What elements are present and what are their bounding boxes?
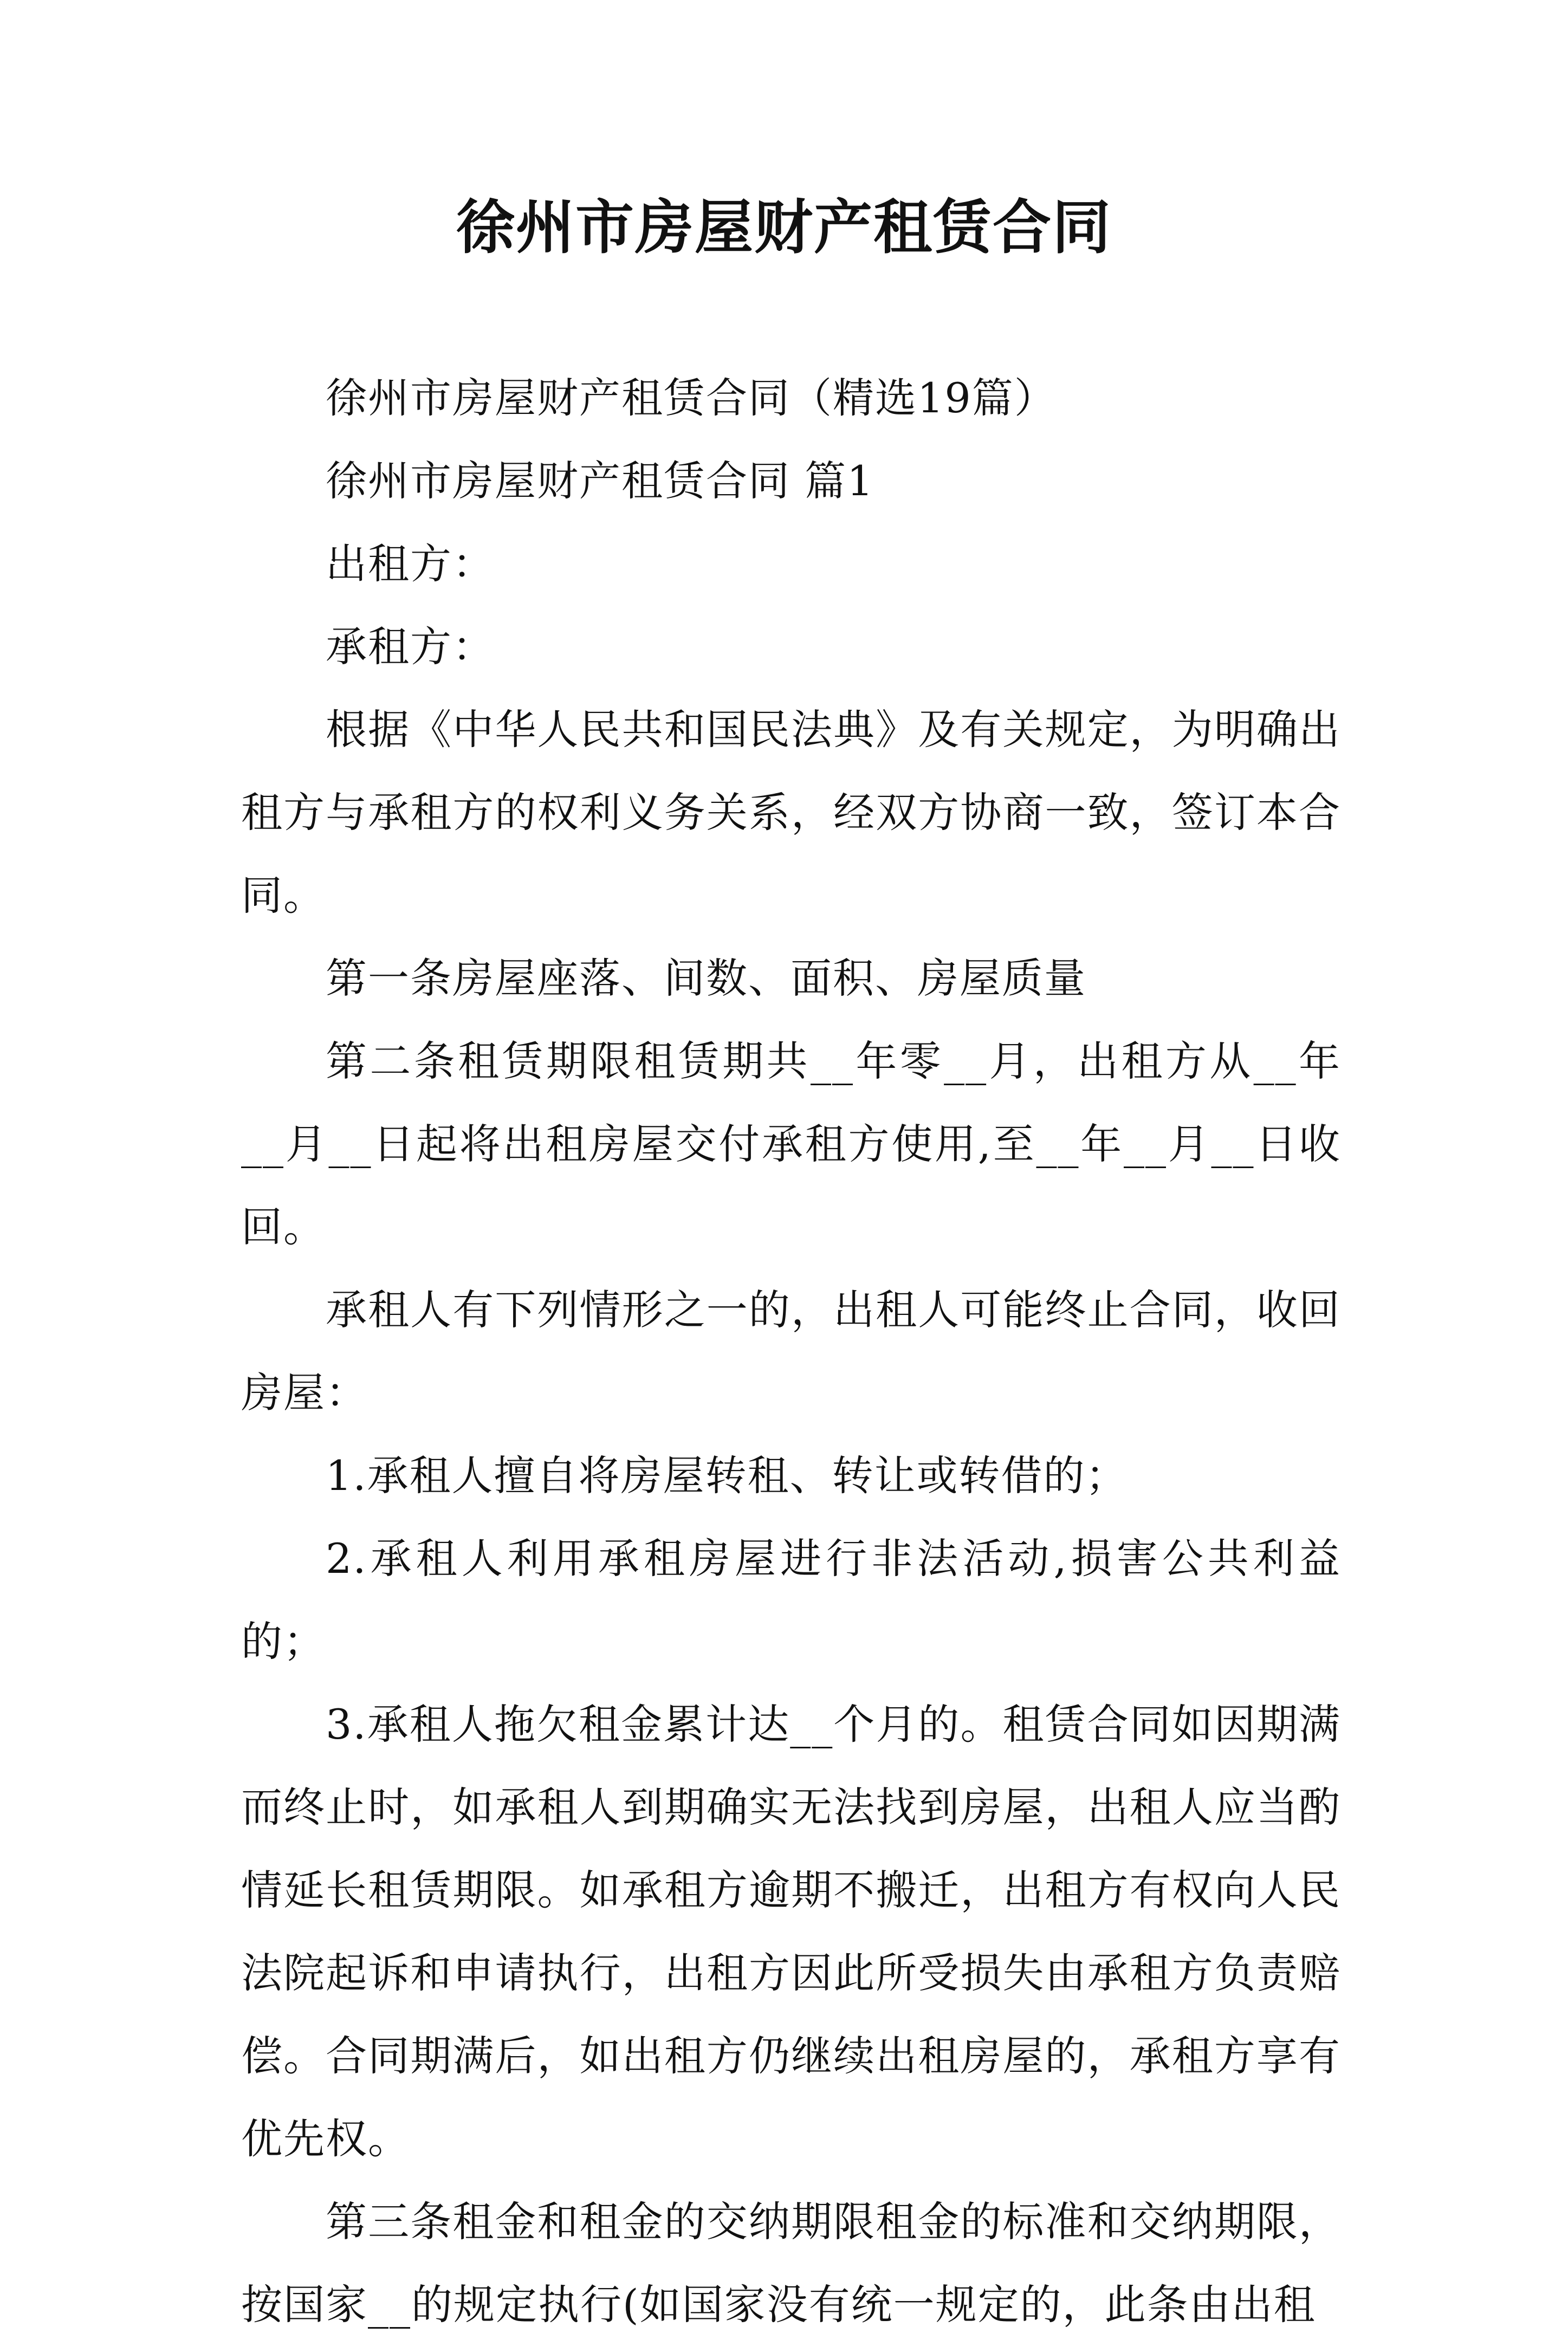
paragraph-article-1: 第一条房屋座落、间数、面积、房屋质量 (326, 954, 1086, 1002)
paragraph-condition-2: 2.承租人利用承租房屋进行非法活动,损害公共利益的； (241, 1534, 1341, 1665)
paragraph-condition-3: 3.承租人拖欠租金累计达__个月的。租赁合同如因期满而终止时，如承租人到期确实无法找到房屋，出租人应当酌情延长租赁期限。如承租方逾期不搬迁，出租方有权向人民法院起诉和申请执行，出租方因此所受损失由承租方负责赔偿。合同期满后，如出租方仍继续出租房屋的，承租方享有优先权。 (241, 1700, 1341, 2163)
paragraph-preamble: 根据《中华人民共和国民法典》及有关规定，为明确出租方与承租方的权利义务关系，经双方协商一致，签订本合同。 (241, 705, 1341, 919)
paragraph-condition-1: 1.承租人擅自将房屋转租、转让或转借的； (326, 1451, 1128, 1500)
paragraph-article-3: 第三条租金和租金的交纳期限租金的标准和交纳期限，按国家__的规定执行(如国家没有统一规定的，此条由出租 (241, 2198, 1341, 2329)
paragraph-lessor: 出租方： (326, 540, 495, 588)
paragraph-article-2: 第二条租赁期限租赁期共__年零__月，出租方从__年__月__日起将出租房屋交付承租方使用,至__年__月__日收回。 (241, 1037, 1341, 1251)
document-title: 徐州市房屋财产租赁合同 (456, 193, 1112, 262)
paragraph-subtitle: 徐州市房屋财产租赁合同（精选19篇） (326, 374, 1057, 422)
paragraph-termination-conditions: 承租人有下列情形之一的，出租人可能终止合同，收回房屋： (241, 1286, 1341, 1417)
paragraph-section-heading: 徐州市房屋财产租赁合同 篇1 (326, 457, 874, 505)
document-body (241, 357, 1341, 2346)
paragraph-lessee: 承租方： (326, 623, 495, 671)
